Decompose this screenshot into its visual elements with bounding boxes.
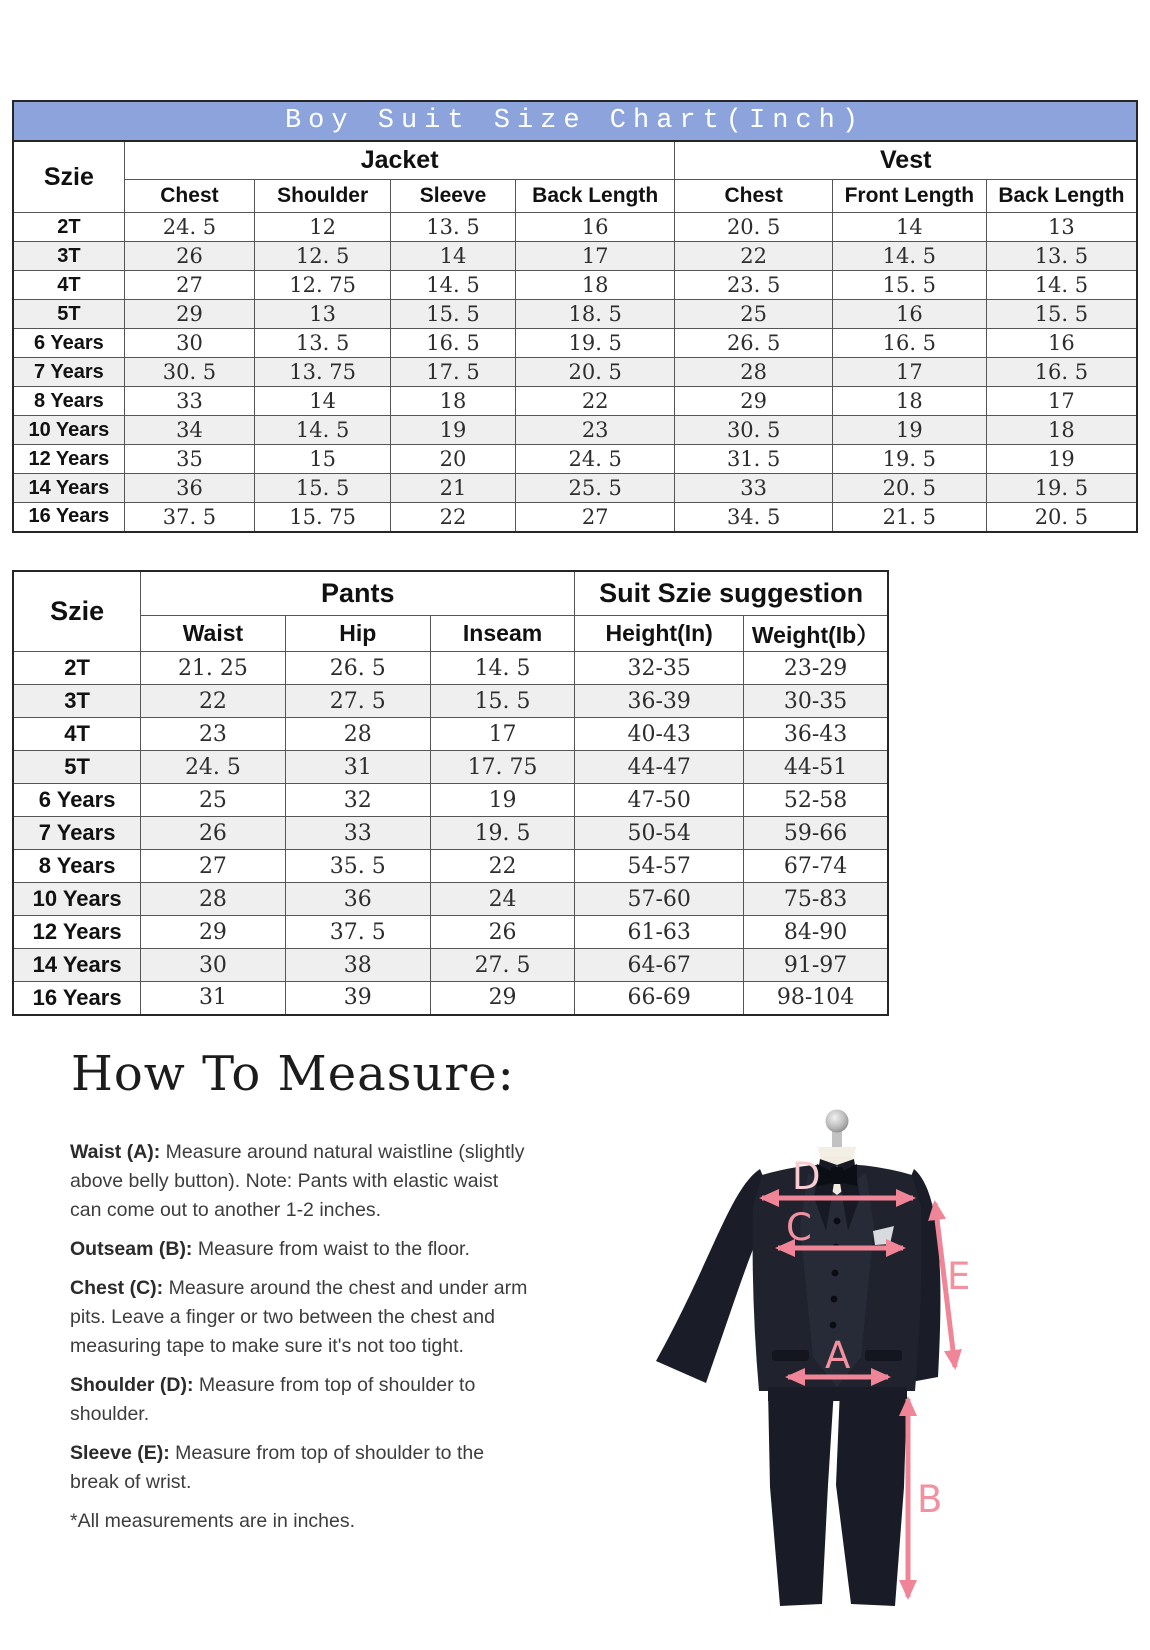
- value-cell: 27. 5: [285, 685, 430, 718]
- value-cell: 34: [124, 416, 254, 445]
- value-cell: 66-69: [575, 982, 744, 1015]
- value-cell: 21. 5: [832, 503, 986, 532]
- value-cell: 16. 5: [986, 358, 1137, 387]
- value-cell: 12. 5: [255, 242, 391, 271]
- size-label: 7 Years: [13, 817, 141, 850]
- jacket-vest-size-table: [12, 100, 1138, 533]
- size-label: 6 Years: [13, 784, 141, 817]
- size-label: 4T: [13, 271, 124, 300]
- value-cell: 26: [141, 817, 285, 850]
- value-cell: 18: [391, 387, 516, 416]
- value-cell: 16: [986, 329, 1137, 358]
- value-cell: 26: [124, 242, 254, 271]
- value-cell: 31: [285, 751, 430, 784]
- value-cell: 17: [515, 242, 675, 271]
- table-row: [13, 387, 1137, 416]
- size-label: 10 Years: [13, 883, 141, 916]
- value-cell: 31. 5: [675, 445, 832, 474]
- value-cell: 16: [515, 213, 675, 242]
- value-cell: 19. 5: [832, 445, 986, 474]
- value-cell: 44-51: [744, 751, 888, 784]
- value-cell: 35: [124, 445, 254, 474]
- column-header: Hip: [285, 616, 430, 652]
- column-header: Waist: [141, 616, 285, 652]
- value-cell: 13: [255, 300, 391, 329]
- size-label: 3T: [13, 685, 141, 718]
- size-label: 5T: [13, 751, 141, 784]
- value-cell: 17: [430, 718, 574, 751]
- label-e: E: [947, 1255, 971, 1298]
- value-cell: 33: [285, 817, 430, 850]
- value-cell: 23: [515, 416, 675, 445]
- column-header: Back Length: [986, 180, 1137, 213]
- table-body: [13, 652, 888, 1015]
- value-cell: 15. 5: [832, 271, 986, 300]
- column-header-row: [13, 180, 1137, 213]
- size-label: 2T: [13, 213, 124, 242]
- measure-term: Outseam (B):: [70, 1238, 193, 1260]
- value-cell: 30. 5: [675, 416, 832, 445]
- value-cell: 32: [285, 784, 430, 817]
- column-header: Shoulder: [255, 180, 391, 213]
- value-cell: 16. 5: [832, 329, 986, 358]
- value-cell: 84-90: [744, 916, 888, 949]
- value-cell: 14. 5: [986, 271, 1137, 300]
- value-cell: 15. 5: [986, 300, 1137, 329]
- table-title-row: [13, 101, 1137, 141]
- value-cell: 98-104: [744, 982, 888, 1015]
- table-row: [13, 300, 1137, 329]
- size-column-header: Szie: [13, 571, 141, 652]
- measure-instructions: [70, 1138, 532, 1546]
- table-row: [13, 445, 1137, 474]
- value-cell: 14. 5: [391, 271, 516, 300]
- value-cell: 18: [832, 387, 986, 416]
- value-cell: 18. 5: [515, 300, 675, 329]
- table-row: [13, 271, 1137, 300]
- value-cell: 37. 5: [285, 916, 430, 949]
- value-cell: 15. 5: [255, 474, 391, 503]
- value-cell: 36: [285, 883, 430, 916]
- column-header: Front Length: [832, 180, 986, 213]
- value-cell: 13. 5: [255, 329, 391, 358]
- value-cell: 16: [832, 300, 986, 329]
- value-cell: 14. 5: [255, 416, 391, 445]
- size-label: 14 Years: [13, 474, 124, 503]
- value-cell: 26. 5: [675, 329, 832, 358]
- value-cell: 15. 5: [430, 685, 574, 718]
- column-header: Back Length: [515, 180, 675, 213]
- table-body: [13, 213, 1137, 532]
- value-cell: 24. 5: [124, 213, 254, 242]
- value-cell: 18: [986, 416, 1137, 445]
- value-cell: 22: [675, 242, 832, 271]
- value-cell: 33: [675, 474, 832, 503]
- value-cell: 24. 5: [141, 751, 285, 784]
- value-cell: 21. 25: [141, 652, 285, 685]
- value-cell: 67-74: [744, 850, 888, 883]
- value-cell: 12: [255, 213, 391, 242]
- value-cell: 38: [285, 949, 430, 982]
- column-header: Inseam: [430, 616, 574, 652]
- table-row: [13, 916, 888, 949]
- column-header: Sleeve: [391, 180, 516, 213]
- table-row: [13, 416, 1137, 445]
- value-cell: 30: [124, 329, 254, 358]
- size-label: 16 Years: [13, 982, 141, 1015]
- value-cell: 23: [141, 718, 285, 751]
- value-cell: 19: [832, 416, 986, 445]
- value-cell: 14. 5: [430, 652, 574, 685]
- value-cell: 31: [141, 982, 285, 1015]
- column-header: Weight(Ib）: [744, 616, 888, 652]
- label-d: D: [792, 1155, 821, 1198]
- value-cell: 33: [124, 387, 254, 416]
- size-label: 6 Years: [13, 329, 124, 358]
- table-row: [13, 718, 888, 751]
- table-row: [13, 503, 1137, 532]
- value-cell: 36-39: [575, 685, 744, 718]
- size-label: 16 Years: [13, 503, 124, 532]
- value-cell: 57-60: [575, 883, 744, 916]
- value-cell: 12. 75: [255, 271, 391, 300]
- size-label: 14 Years: [13, 949, 141, 982]
- table-title: Boy Suit Size Chart(Inch): [13, 101, 1137, 141]
- value-cell: 14: [391, 242, 516, 271]
- jacket-right-pocket: [865, 1350, 902, 1361]
- value-cell: 24. 5: [515, 445, 675, 474]
- value-cell: 15. 5: [391, 300, 516, 329]
- label-a: A: [825, 1334, 851, 1377]
- value-cell: 25: [141, 784, 285, 817]
- value-cell: 30. 5: [124, 358, 254, 387]
- group-header: Suit Szie suggestion: [575, 571, 888, 616]
- value-cell: 27: [141, 850, 285, 883]
- value-cell: 28: [285, 718, 430, 751]
- measure-instruction: Outseam (B): Measure from waist to the floor.: [70, 1238, 470, 1260]
- value-cell: 26: [430, 916, 574, 949]
- value-cell: 14. 5: [832, 242, 986, 271]
- size-label: 7 Years: [13, 358, 124, 387]
- measure-term: Sleeve (E):: [70, 1442, 170, 1464]
- table-row: [13, 850, 888, 883]
- size-label: 3T: [13, 242, 124, 271]
- group-header-row: [13, 141, 1137, 180]
- value-cell: 15: [255, 445, 391, 474]
- value-cell: 47-50: [575, 784, 744, 817]
- value-cell: 15. 75: [255, 503, 391, 532]
- table-row: [13, 883, 888, 916]
- group-header-row: [13, 571, 888, 616]
- measure-instruction: Sleeve (E): Measure from top of shoulder to the break of wrist.: [70, 1442, 485, 1493]
- value-cell: 25. 5: [515, 474, 675, 503]
- value-cell: 91-97: [744, 949, 888, 982]
- value-cell: 17. 75: [430, 751, 574, 784]
- value-cell: 28: [141, 883, 285, 916]
- pants: [768, 1387, 907, 1606]
- measure-instruction: Shoulder (D): Measure from top of shoulder to shoulder.: [70, 1374, 476, 1425]
- value-cell: 40-43: [575, 718, 744, 751]
- measure-term: Waist (A):: [70, 1141, 161, 1163]
- column-header: Chest: [124, 180, 254, 213]
- size-label: 2T: [13, 652, 141, 685]
- value-cell: 29: [675, 387, 832, 416]
- value-cell: 29: [141, 916, 285, 949]
- pants-size-table: [12, 570, 889, 1016]
- value-cell: 22: [430, 850, 574, 883]
- column-header: Height(In): [575, 616, 744, 652]
- value-cell: 52-58: [744, 784, 888, 817]
- value-cell: 24: [430, 883, 574, 916]
- table-row: [13, 685, 888, 718]
- measure-term: Shoulder (D):: [70, 1374, 194, 1396]
- value-cell: 20. 5: [986, 503, 1137, 532]
- value-cell: 59-66: [744, 817, 888, 850]
- value-cell: 14: [255, 387, 391, 416]
- table-row: [13, 358, 1137, 387]
- measure-instruction: Chest (C): Measure around the chest and under arm pits. Leave a finger or two between the chest and measuring tape to make sure it's not too tight.: [70, 1277, 528, 1357]
- value-cell: 16. 5: [391, 329, 516, 358]
- group-header: Jacket: [124, 141, 675, 180]
- value-cell: 13. 5: [986, 242, 1137, 271]
- measure-footnote: *All measurements are in inches.: [70, 1510, 356, 1532]
- value-cell: 29: [124, 300, 254, 329]
- size-label: 12 Years: [13, 916, 141, 949]
- value-cell: 13. 75: [255, 358, 391, 387]
- value-cell: 50-54: [575, 817, 744, 850]
- value-cell: 19. 5: [986, 474, 1137, 503]
- value-cell: 30: [141, 949, 285, 982]
- value-cell: 22: [391, 503, 516, 532]
- value-cell: 17: [986, 387, 1137, 416]
- value-cell: 28: [675, 358, 832, 387]
- value-cell: 17. 5: [391, 358, 516, 387]
- measure-term: Chest (C):: [70, 1277, 164, 1299]
- value-cell: 20. 5: [675, 213, 832, 242]
- value-cell: 36-43: [744, 718, 888, 751]
- value-cell: 61-63: [575, 916, 744, 949]
- table-row: [13, 242, 1137, 271]
- value-cell: 20. 5: [515, 358, 675, 387]
- size-label: 4T: [13, 718, 141, 751]
- value-cell: 64-67: [575, 949, 744, 982]
- table-row: [13, 329, 1137, 358]
- value-cell: 75-83: [744, 883, 888, 916]
- measure-instruction: Waist (A): Measure around natural waistline (slightly above belly button). Note: Pants with elastic waist can come out to another 1-2 inches.: [70, 1141, 525, 1221]
- group-header: Pants: [141, 571, 575, 616]
- size-label: 10 Years: [13, 416, 124, 445]
- table-row: [13, 751, 888, 784]
- label-b: B: [917, 1478, 943, 1521]
- value-cell: 18: [515, 271, 675, 300]
- value-cell: 20: [391, 445, 516, 474]
- value-cell: 13: [986, 213, 1137, 242]
- table-row: [13, 982, 888, 1015]
- value-cell: 29: [430, 982, 574, 1015]
- value-cell: 27: [515, 503, 675, 532]
- bow-tie: [817, 1164, 857, 1186]
- value-cell: 20. 5: [832, 474, 986, 503]
- value-cell: 19. 5: [430, 817, 574, 850]
- value-cell: 37. 5: [124, 503, 254, 532]
- value-cell: 17: [832, 358, 986, 387]
- value-cell: 27. 5: [430, 949, 574, 982]
- value-cell: 30-35: [744, 685, 888, 718]
- value-cell: 19: [430, 784, 574, 817]
- column-header-row: [13, 616, 888, 652]
- suit-measurement-diagram: [620, 1055, 1100, 1645]
- value-cell: 32-35: [575, 652, 744, 685]
- column-header: Chest: [675, 180, 832, 213]
- value-cell: 23-29: [744, 652, 888, 685]
- value-cell: 26. 5: [285, 652, 430, 685]
- group-header: Vest: [675, 141, 1137, 180]
- table-row: [13, 474, 1137, 503]
- value-cell: 34. 5: [675, 503, 832, 532]
- size-label: 8 Years: [13, 387, 124, 416]
- value-cell: 19. 5: [515, 329, 675, 358]
- value-cell: 23. 5: [675, 271, 832, 300]
- value-cell: 14: [832, 213, 986, 242]
- value-cell: 54-57: [575, 850, 744, 883]
- value-cell: 19: [986, 445, 1137, 474]
- value-cell: 22: [141, 685, 285, 718]
- size-label: 5T: [13, 300, 124, 329]
- value-cell: 36: [124, 474, 254, 503]
- value-cell: 21: [391, 474, 516, 503]
- value-cell: 22: [515, 387, 675, 416]
- value-cell: 39: [285, 982, 430, 1015]
- mannequin-neck: [826, 1110, 849, 1152]
- value-cell: 44-47: [575, 751, 744, 784]
- table-row: [13, 817, 888, 850]
- table-row: [13, 652, 888, 685]
- size-label: 8 Years: [13, 850, 141, 883]
- table-row: [13, 949, 888, 982]
- label-c: C: [786, 1206, 812, 1249]
- value-cell: 13. 5: [391, 213, 516, 242]
- value-cell: 25: [675, 300, 832, 329]
- jacket-left-pocket: [772, 1350, 809, 1361]
- value-cell: 27: [124, 271, 254, 300]
- table-row: [13, 213, 1137, 242]
- value-cell: 35. 5: [285, 850, 430, 883]
- how-to-measure-heading: How To Measure:: [71, 1046, 515, 1102]
- value-cell: 19: [391, 416, 516, 445]
- table-row: [13, 784, 888, 817]
- size-label: 12 Years: [13, 445, 124, 474]
- size-column-header: Szie: [13, 141, 124, 213]
